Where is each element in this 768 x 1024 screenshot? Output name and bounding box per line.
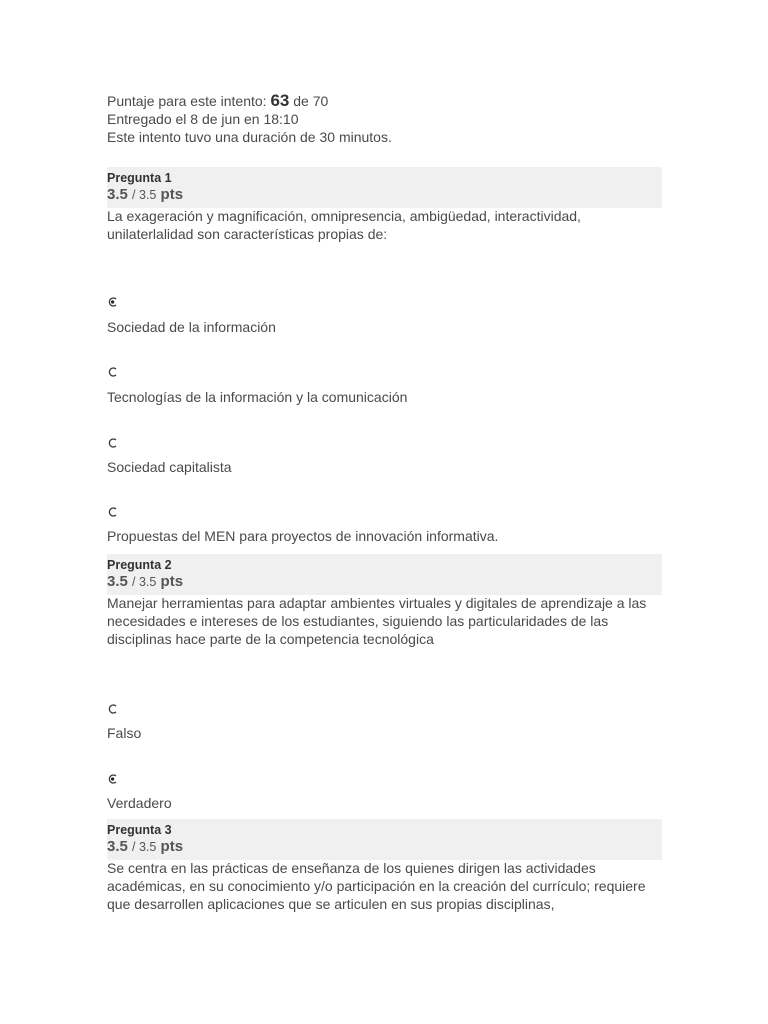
points-max: / 3.5: [132, 575, 157, 589]
question-2: [107, 554, 662, 811]
question-1: [107, 167, 662, 544]
radio-unselected-icon[interactable]: [108, 704, 117, 713]
radio-unselected-icon[interactable]: [108, 367, 117, 376]
score-value: 63: [270, 91, 290, 110]
attempt-summary: [107, 92, 392, 146]
points-unit: pts: [160, 838, 184, 855]
answer-label: Sociedad de la información: [107, 319, 276, 335]
points-earned: 3.5: [107, 573, 128, 590]
points-earned: 3.5: [107, 186, 128, 203]
answer-label: Tecnologías de la información y la comunicación: [107, 389, 408, 405]
question-title: Pregunta 1: [107, 171, 172, 185]
question-text: La exageración y magnificación, omnipresencia, ambigüedad, interactividad, unilaterlalidad son características propias de:: [107, 208, 581, 242]
answer-label: Sociedad capitalista: [107, 459, 232, 475]
radio-selected-icon[interactable]: [108, 774, 117, 783]
question-title: Pregunta 2: [107, 558, 172, 572]
question-text: Se centra en las prácticas de enseñanza de los quienes dirigen las actividades académicas, en su conocimiento y/o participación en la creación del currículo; requiere que desarrollen aplicaciones que se articulen en sus propias disciplinas,: [107, 860, 646, 912]
score-suffix: de 70: [293, 93, 329, 109]
score-prefix: Puntaje para este intento:: [107, 93, 267, 109]
duration-line: Este intento tuvo una duración de 30 minutos.: [107, 129, 392, 145]
score-line: [107, 92, 392, 110]
points-max: / 3.5: [132, 840, 157, 854]
radio-unselected-icon[interactable]: [108, 438, 117, 447]
question-3: [107, 819, 662, 913]
question-header: [107, 554, 662, 595]
points-max: / 3.5: [132, 188, 157, 202]
answer-label: Falso: [107, 725, 142, 741]
points-unit: pts: [160, 186, 184, 203]
points-earned: 3.5: [107, 838, 128, 855]
question-header: [107, 167, 662, 208]
radio-selected-icon[interactable]: [108, 297, 117, 306]
question-text: Manejar herramientas para adaptar ambientes virtuales y digitales de aprendizaje a las necesidades e intereses de los estudiantes, siguiendo las particularidades de las disciplinas hace parte de la competencia tecnológica: [107, 595, 647, 647]
answer-label: Verdadero: [107, 795, 172, 811]
question-points: [107, 573, 662, 591]
answer-label: Propuestas del MEN para proyectos de innovación informativa.: [107, 528, 499, 544]
question-header: [107, 819, 662, 860]
question-points: [107, 186, 662, 204]
points-unit: pts: [160, 573, 184, 590]
submitted-line: Entregado el 8 de jun en 18:10: [107, 111, 299, 127]
radio-unselected-icon[interactable]: [108, 507, 117, 516]
question-title: Pregunta 3: [107, 823, 172, 837]
question-points: [107, 838, 662, 856]
